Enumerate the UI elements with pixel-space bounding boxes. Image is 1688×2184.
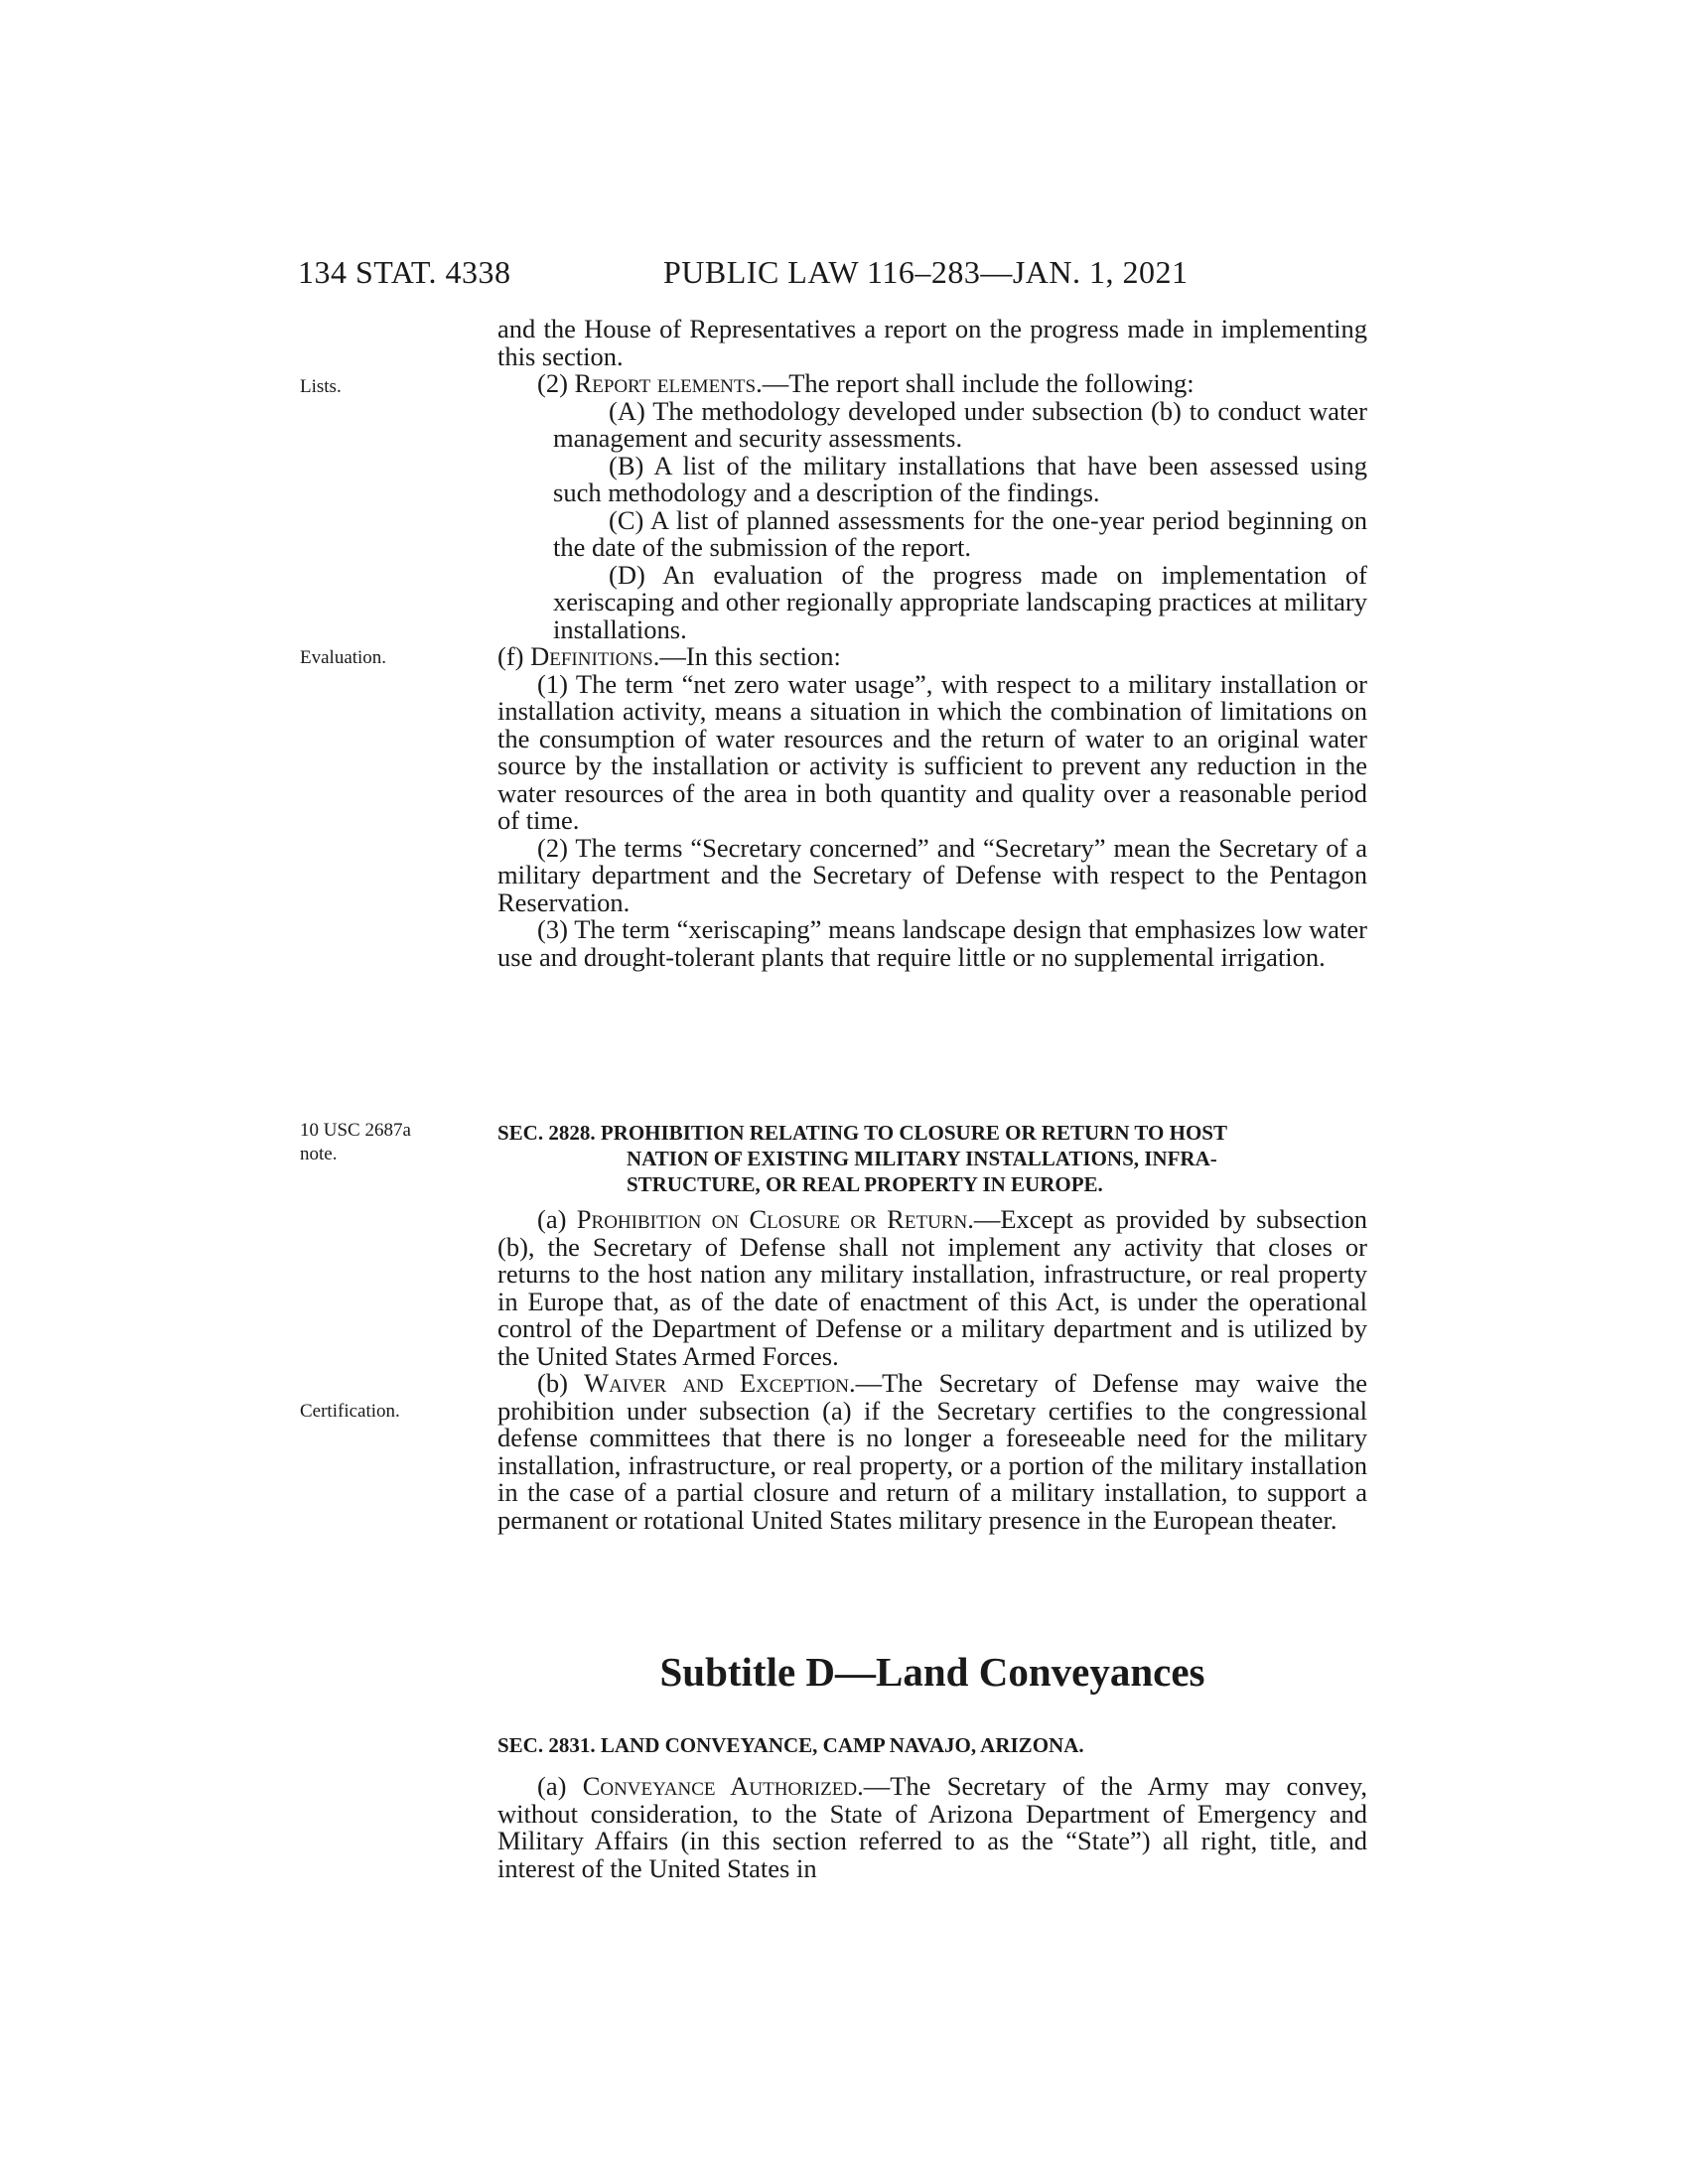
definition-3: (3) The term “xeriscaping” means landscape design that emphasizes low water use and drought-tolerant plants that require little or no supplemental irrigation. (497, 914, 1367, 972)
margin-note-usc-line2: note. (300, 1144, 338, 1164)
subsection-text: .—The Secretary of the Army may convey, without consideration, to the State of Arizona Department of Emergency and Military Affairs (in this section referred to as the “State”) all right, title, and interest of the United States in (497, 1771, 1367, 1883)
paragraph-text: .—The report shall include the following: (756, 368, 1195, 398)
definition-1: (1) The term “net zero water usage”, with respect to a military installation or installation activity, means a situation in which the combination of limitations on the consumption of water resources and the return of water to an original water source by the installation or activity is sufficient to prevent any reduction in the water resources of the area in both quantity and quality over a reasonable period of time. (497, 668, 1367, 835)
subsection-heading: Prohibition on Closure or Return (576, 1204, 968, 1234)
subsection-heading: Waiver and Exception (584, 1368, 849, 1398)
subsection-number: (f) (497, 641, 531, 671)
subsection-text: .—The Secretary of Defense may waive the prohibition under subsection (a) if the Secretary certifies to the congressional defense committees that there is no longer a foreseeable need for the military installation, infrastructure, or real property, or a portion of the military installation in the case of a partial closure and return of a military installation, to support a permanent or rotational United States military presence in the European theater. (497, 1368, 1367, 1535)
subsection-number: (b) (537, 1368, 585, 1398)
body-text-section-2828 (497, 1206, 1367, 1534)
section-2828-heading-line3: STRUCTURE, OR REAL PROPERTY IN EUROPE. (627, 1172, 1103, 1196)
subsection-text: .—Except as provided by subsection (b), the Secretary of Defense shall not implement any activity that closes or returns to the host nation any military installation, infrastructure, or real property in Europe that, as of the date of enactment of this Act, is under the operational control of the Department of Defense or a military department and is utilized by the United States Armed Forces. (497, 1204, 1367, 1371)
section-2828-heading-line1: SEC. 2828. PROHIBITION RELATING TO CLOSURE OR RETURN TO HOST (497, 1121, 1227, 1145)
subsection-number: (a) (537, 1771, 583, 1801)
subparagraph-c: (C) A list of planned assessments for the one-year period beginning on the date of the submission of the report. (553, 504, 1367, 562)
subparagraph-d: (D) An evaluation of the progress made on implementation of xeriscaping and other regionally appropriate landscaping practices at military installations. (553, 559, 1367, 644)
margin-note-lists: Lists. (300, 376, 342, 397)
definition-2: (2) The terms “Secretary concerned” and “Secretary” mean the Secretary of a military department and the Secretary of Defense with respect to the Pentagon Reservation. (497, 832, 1367, 917)
subtitle-heading: Subtitle D—Land Conveyances (659, 1649, 1205, 1695)
paragraph-heading: Report elements (574, 368, 757, 398)
section-2828-subsection-a (497, 1206, 1367, 1370)
section-2831-subsection-a (497, 1773, 1367, 1882)
paragraph-report-elements (497, 370, 1367, 398)
section-2828-subsection-b (497, 1370, 1367, 1534)
subsection-text: .—In this section: (652, 641, 841, 671)
margin-note-certification: Certification. (300, 1401, 400, 1422)
subparagraph-b: (B) A list of the military installations that have been assessed using such methodology and a description of the findings. (553, 450, 1367, 507)
margin-note-evaluation: Evaluation. (300, 647, 387, 668)
paragraph-intro: and the House of Representatives a report on the progress made in implementing this section. (497, 314, 1367, 371)
subparagraph-a: (A) The methodology developed under subsection (b) to conduct water management and security assessments. (553, 395, 1367, 453)
margin-note-usc (300, 1119, 411, 1166)
public-law-header: PUBLIC LAW 116–283—JAN. 1, 2021 (663, 254, 1189, 290)
body-text-section-2831 (497, 1773, 1367, 1882)
body-text-section-2827 (497, 316, 1367, 971)
section-2831-heading: SEC. 2831. LAND CONVEYANCE, CAMP NAVAJO, ARIZONA. (497, 1733, 1084, 1757)
margin-note-usc-line1: 10 USC 2687a (300, 1120, 411, 1141)
section-2828-heading (497, 1120, 1367, 1197)
subsection-number: (a) (537, 1204, 577, 1234)
paragraph-number: (2) (537, 368, 575, 398)
section-2828-heading-line2: NATION OF EXISTING MILITARY INSTALLATIONS, INFRA- (627, 1147, 1217, 1170)
statute-page-number: 134 STAT. 4338 (298, 254, 511, 290)
subsection-f-definitions (497, 643, 1367, 671)
subsection-heading: Definitions (530, 641, 653, 671)
subsection-heading: Conveyance Authorized (582, 1771, 858, 1801)
